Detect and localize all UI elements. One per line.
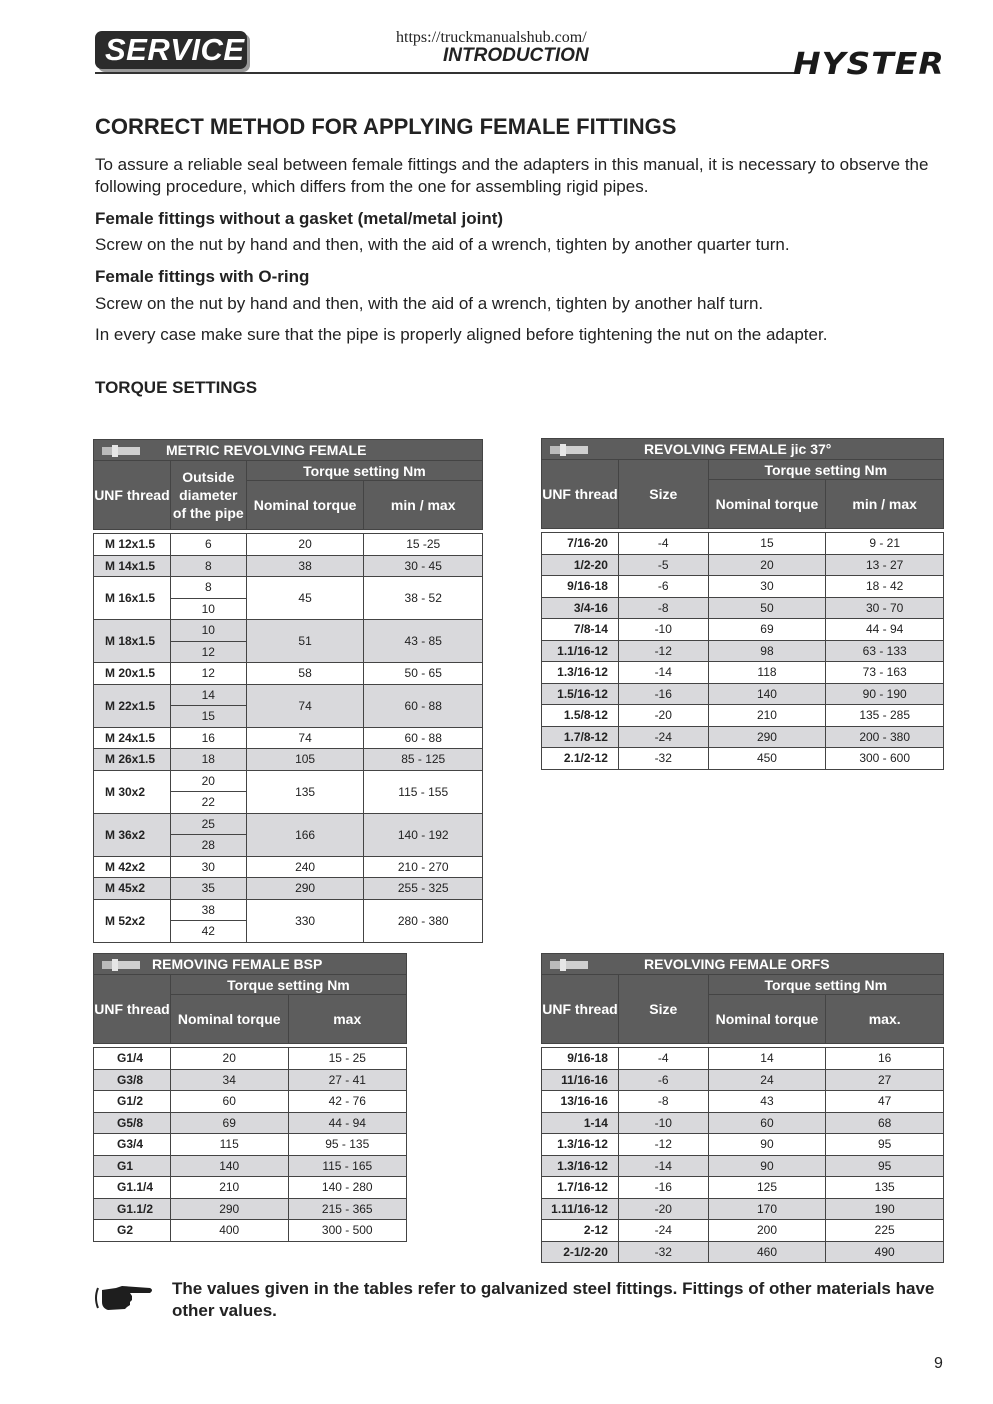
table-row [94,620,483,642]
table-row [94,534,483,556]
size-cell: -4 [618,533,708,555]
nominal-torque-cell: 210 [708,705,826,727]
header-url[interactable]: https://truckmanualshub.com/ [396,29,587,46]
max-cell: 47 [826,1091,944,1113]
nominal-torque-cell: 43 [708,1091,826,1113]
service-badge-label: SERVICE [105,32,245,67]
thread-cell: M 36x2 [94,813,171,856]
thread-cell: 1.7/16-12 [542,1177,619,1199]
nominal-torque-cell: 69 [708,619,826,641]
diameter-cell: 25 [170,813,246,835]
table-title-bar [542,439,944,460]
thread-cell: 3/4-16 [542,597,619,619]
max-cell: 27 [826,1069,944,1091]
table-title-bar [542,954,944,975]
thread-cell: 9/16-18 [542,1048,619,1070]
section-title: INTRODUCTION [443,45,589,66]
min-max-cell: 9 - 21 [826,533,944,555]
nominal-torque-cell: 50 [708,597,826,619]
table-row [94,1091,407,1113]
col-min-max: min / max [826,480,944,529]
nominal-torque-cell: 115 [170,1134,288,1156]
max-cell: 300 - 500 [288,1220,406,1242]
nominal-torque-cell: 290 [170,1198,288,1220]
col-torque-setting: Torque setting Nm [708,460,943,480]
nominal-torque-cell: 69 [170,1112,288,1134]
intro-paragraph: To assure a reliable seal between female fittings and the adapters in this manual, it is necessary to observe the following procedure, which differs from the one for assembling rigid pipes. [95,155,929,196]
table-row [542,1220,944,1242]
diameter-cell: 12 [170,663,246,685]
nominal-torque-cell: 74 [246,727,364,749]
thread-cell: 1.1/16-12 [542,640,619,662]
fitting-icon [550,444,588,456]
nominal-torque-cell: 140 [708,683,826,705]
table-row [542,705,944,727]
thread-cell: M 24x1.5 [94,727,171,749]
table-row [542,576,944,598]
thread-cell: 2-1/2-20 [542,1241,619,1263]
size-cell: -5 [618,554,708,576]
diameter-cell: 12 [170,641,246,663]
thread-cell: 9/16-18 [542,576,619,598]
table-row [542,1091,944,1113]
thread-cell: 1-14 [542,1112,619,1134]
thread-cell: 2.1/2-12 [542,748,619,770]
table-row [94,749,483,771]
nominal-torque-cell: 140 [170,1155,288,1177]
table-row [94,856,483,878]
col-size: Size [618,975,708,1044]
size-cell: -6 [618,1069,708,1091]
nominal-torque-cell: 60 [170,1091,288,1113]
max-cell: 490 [826,1241,944,1263]
table-title-bar [94,954,407,975]
max-cell: 44 - 94 [288,1112,406,1134]
col-outside-diameter: Outside diameter of the pipe [170,461,246,530]
diameter-cell: 42 [170,921,246,943]
nominal-torque-cell: 51 [246,620,364,663]
table-row [542,554,944,576]
min-max-cell: 255 - 325 [364,878,483,900]
nominal-torque-cell: 30 [708,576,826,598]
page-number: 9 [934,1355,943,1372]
nominal-torque-cell: 15 [708,533,826,555]
nominal-torque-cell: 20 [170,1048,288,1070]
nominal-torque-cell: 90 [708,1155,826,1177]
col-torque-setting: Torque setting Nm [708,975,943,995]
table-row [542,683,944,705]
size-cell: -14 [618,1155,708,1177]
max-cell: 27 - 41 [288,1069,406,1091]
table-row [542,533,944,555]
min-max-cell: 300 - 600 [826,748,944,770]
col-nominal-torque: Nominal torque [170,995,288,1044]
min-max-cell: 13 - 27 [826,554,944,576]
size-cell: -10 [618,619,708,641]
thread-cell: G2 [94,1220,171,1242]
max-cell: 95 [826,1155,944,1177]
diameter-cell: 8 [170,555,246,577]
thread-cell: 1.7/8-12 [542,726,619,748]
fitting-icon [102,445,140,457]
diameter-cell: 18 [170,749,246,771]
min-max-cell: 135 - 285 [826,705,944,727]
removing-female-bsp-table [93,953,407,1242]
thread-cell: M 45x2 [94,878,171,900]
nominal-torque-cell: 330 [246,899,364,942]
nominal-torque-cell: 210 [170,1177,288,1199]
size-cell: -12 [618,640,708,662]
table-row [542,748,944,770]
max-cell: 95 - 135 [288,1134,406,1156]
table-row [94,813,483,835]
min-max-cell: 30 - 70 [826,597,944,619]
table-row [542,1155,944,1177]
nominal-torque-cell: 20 [708,554,826,576]
service-badge [95,31,247,69]
col-size: Size [618,460,708,529]
min-max-cell: 60 - 88 [364,727,483,749]
thread-cell: M 52x2 [94,899,171,942]
size-cell: -16 [618,1177,708,1199]
note-text: The values given in the tables refer to galvanized steel fittings. Fittings of other materials have other values. [172,1279,935,1320]
min-max-cell: 200 - 380 [826,726,944,748]
max-cell: 140 - 280 [288,1177,406,1199]
alignment-paragraph: In every case make sure that the pipe is properly aligned before tightening the nut on the adapter. [95,325,828,344]
min-max-cell: 85 - 125 [364,749,483,771]
col-nominal-torque: Nominal torque [708,480,826,529]
page-title: CORRECT METHOD FOR APPLYING FEMALE FITTINGS [95,114,677,139]
thread-cell: 2-12 [542,1220,619,1242]
min-max-cell: 280 - 380 [364,899,483,942]
pointing-hand-icon [94,1282,156,1314]
size-cell: -20 [618,705,708,727]
max-cell: 115 - 165 [288,1155,406,1177]
table-title-bar [94,440,483,461]
size-cell: -8 [618,1091,708,1113]
nominal-torque-cell: 90 [708,1134,826,1156]
table-row [94,1220,407,1242]
max-cell: 42 - 76 [288,1091,406,1113]
size-cell: -6 [618,576,708,598]
thread-cell: M 20x1.5 [94,663,171,685]
thread-cell: G1.1/2 [94,1198,171,1220]
table-row [94,899,483,921]
nominal-torque-cell: 60 [708,1112,826,1134]
max-cell: 135 [826,1177,944,1199]
diameter-cell: 10 [170,598,246,620]
nominal-torque-cell: 400 [170,1220,288,1242]
thread-cell: M 22x1.5 [94,684,171,727]
thread-cell: 1.11/16-12 [542,1198,619,1220]
nominal-torque-cell: 450 [708,748,826,770]
thread-cell: 1.3/16-12 [542,1134,619,1156]
thread-cell: G1.1/4 [94,1177,171,1199]
size-cell: -20 [618,1198,708,1220]
table-row [94,555,483,577]
col-unf-thread: UNF thread [94,461,171,530]
nominal-torque-cell: 460 [708,1241,826,1263]
table-row [542,1069,944,1091]
nominal-torque-cell: 170 [708,1198,826,1220]
min-max-cell: 18 - 42 [826,576,944,598]
col-unf-thread: UNF thread [542,460,619,529]
header-divider [95,72,795,74]
col-unf-thread: UNF thread [542,975,619,1044]
table-row [94,1155,407,1177]
min-max-cell: 140 - 192 [364,813,483,856]
max-cell: 215 - 365 [288,1198,406,1220]
thread-cell: M 16x1.5 [94,577,171,620]
nominal-torque-cell: 58 [246,663,364,685]
diameter-cell: 35 [170,878,246,900]
size-cell: -32 [618,748,708,770]
fitting-icon [550,959,588,971]
thread-cell: G1/2 [94,1091,171,1113]
table-row [542,1241,944,1263]
thread-cell: G1/4 [94,1048,171,1070]
diameter-cell: 15 [170,706,246,728]
col-max: max. [826,995,944,1044]
table-row [94,1177,407,1199]
max-cell: 16 [826,1048,944,1070]
thread-cell: 7/16-20 [542,533,619,555]
max-cell: 68 [826,1112,944,1134]
table-row [94,577,483,599]
nominal-torque-cell: 290 [246,878,364,900]
min-max-cell: 44 - 94 [826,619,944,641]
size-cell: -32 [618,1241,708,1263]
oring-heading: Female fittings with O-ring [95,267,310,286]
diameter-cell: 14 [170,684,246,706]
thread-cell: G1 [94,1155,171,1177]
diameter-cell: 6 [170,534,246,556]
size-cell: -14 [618,662,708,684]
table-row [542,1134,944,1156]
nominal-torque-cell: 24 [708,1069,826,1091]
nominal-torque-cell: 105 [246,749,364,771]
max-cell: 95 [826,1134,944,1156]
fitting-icon [102,959,140,971]
size-cell: -24 [618,1220,708,1242]
thread-cell: M 30x2 [94,770,171,813]
table-row [542,1198,944,1220]
thread-cell: M 12x1.5 [94,534,171,556]
size-cell: -12 [618,1134,708,1156]
thread-cell: 1.3/16-12 [542,662,619,684]
nominal-torque-cell: 135 [246,770,364,813]
thread-cell: 1.5/16-12 [542,683,619,705]
diameter-cell: 10 [170,620,246,642]
revolving-female-jic-table [541,438,944,770]
table-row [542,619,944,641]
brand-logo: HYSTER [793,45,945,82]
diameter-cell: 28 [170,835,246,857]
table-row [94,770,483,792]
size-cell: -4 [618,1048,708,1070]
table-row [542,662,944,684]
nominal-torque-cell: 290 [708,726,826,748]
thread-cell: M 18x1.5 [94,620,171,663]
col-min-max: min / max [364,481,483,530]
table-row [94,878,483,900]
col-nominal-torque: Nominal torque [708,995,826,1044]
table-row [94,1112,407,1134]
size-cell: -16 [618,683,708,705]
min-max-cell: 15 -25 [364,534,483,556]
thread-cell: 1.3/16-12 [542,1155,619,1177]
thread-cell: G3/4 [94,1134,171,1156]
min-max-cell: 115 - 155 [364,770,483,813]
min-max-cell: 50 - 65 [364,663,483,685]
table-title: REMOVING FEMALE BSP [152,956,323,972]
oring-paragraph: Screw on the nut by hand and then, with the aid of a wrench, tighten by another half turn. [95,294,764,313]
thread-cell: M 14x1.5 [94,555,171,577]
nominal-torque-cell: 20 [246,534,364,556]
size-cell: -24 [618,726,708,748]
diameter-cell: 20 [170,770,246,792]
table-row [94,663,483,685]
col-nominal-torque: Nominal torque [246,481,364,530]
diameter-cell: 16 [170,727,246,749]
min-max-cell: 30 - 45 [364,555,483,577]
thread-cell: 7/8-14 [542,619,619,641]
table-title: REVOLVING FEMALE jic 37° [644,441,832,457]
metric-revolving-female-table [93,439,483,943]
diameter-cell: 22 [170,792,246,814]
table-title: METRIC REVOLVING FEMALE [166,442,367,458]
revolving-female-orfs-table [541,953,944,1263]
size-cell: -10 [618,1112,708,1134]
col-unf-thread: UNF thread [94,975,171,1044]
nominal-torque-cell: 98 [708,640,826,662]
table-row [542,640,944,662]
nominal-torque-cell: 200 [708,1220,826,1242]
min-max-cell: 90 - 190 [826,683,944,705]
thread-cell: G3/8 [94,1069,171,1091]
min-max-cell: 73 - 163 [826,662,944,684]
table-row [94,1134,407,1156]
table-row [94,1069,407,1091]
diameter-cell: 38 [170,899,246,921]
thread-cell: 11/16-16 [542,1069,619,1091]
torque-settings-heading: TORQUE SETTINGS [95,378,258,397]
gasket-heading: Female fittings without a gasket (metal/metal joint) [95,209,504,228]
min-max-cell: 210 - 270 [364,856,483,878]
nominal-torque-cell: 34 [170,1069,288,1091]
table-row [542,1112,944,1134]
max-cell: 15 - 25 [288,1048,406,1070]
max-cell: 190 [826,1198,944,1220]
table-row [94,727,483,749]
col-torque-setting: Torque setting Nm [170,975,406,995]
thread-cell: 1/2-20 [542,554,619,576]
table-row [542,1177,944,1199]
table-title: REVOLVING FEMALE ORFS [644,956,830,972]
thread-cell: M 26x1.5 [94,749,171,771]
min-max-cell: 43 - 85 [364,620,483,663]
diameter-cell: 8 [170,577,246,599]
min-max-cell: 60 - 88 [364,684,483,727]
nominal-torque-cell: 125 [708,1177,826,1199]
min-max-cell: 38 - 52 [364,577,483,620]
max-cell: 225 [826,1220,944,1242]
thread-cell: G5/8 [94,1112,171,1134]
gasket-paragraph: Screw on the nut by hand and then, with the aid of a wrench, tighten by another quarter turn. [95,235,790,254]
nominal-torque-cell: 14 [708,1048,826,1070]
table-row [542,726,944,748]
nominal-torque-cell: 166 [246,813,364,856]
nominal-torque-cell: 38 [246,555,364,577]
nominal-torque-cell: 45 [246,577,364,620]
min-max-cell: 63 - 133 [826,640,944,662]
table-row [94,1048,407,1070]
table-row [542,1048,944,1070]
table-row [94,684,483,706]
thread-cell: 13/16-16 [542,1091,619,1113]
table-row [94,1198,407,1220]
nominal-torque-cell: 118 [708,662,826,684]
nominal-torque-cell: 74 [246,684,364,727]
nominal-torque-cell: 240 [246,856,364,878]
table-row [542,597,944,619]
diameter-cell: 30 [170,856,246,878]
col-torque-setting: Torque setting Nm [246,461,482,481]
size-cell: -8 [618,597,708,619]
thread-cell: 1.5/8-12 [542,705,619,727]
thread-cell: M 42x2 [94,856,171,878]
col-max: max [288,995,406,1044]
